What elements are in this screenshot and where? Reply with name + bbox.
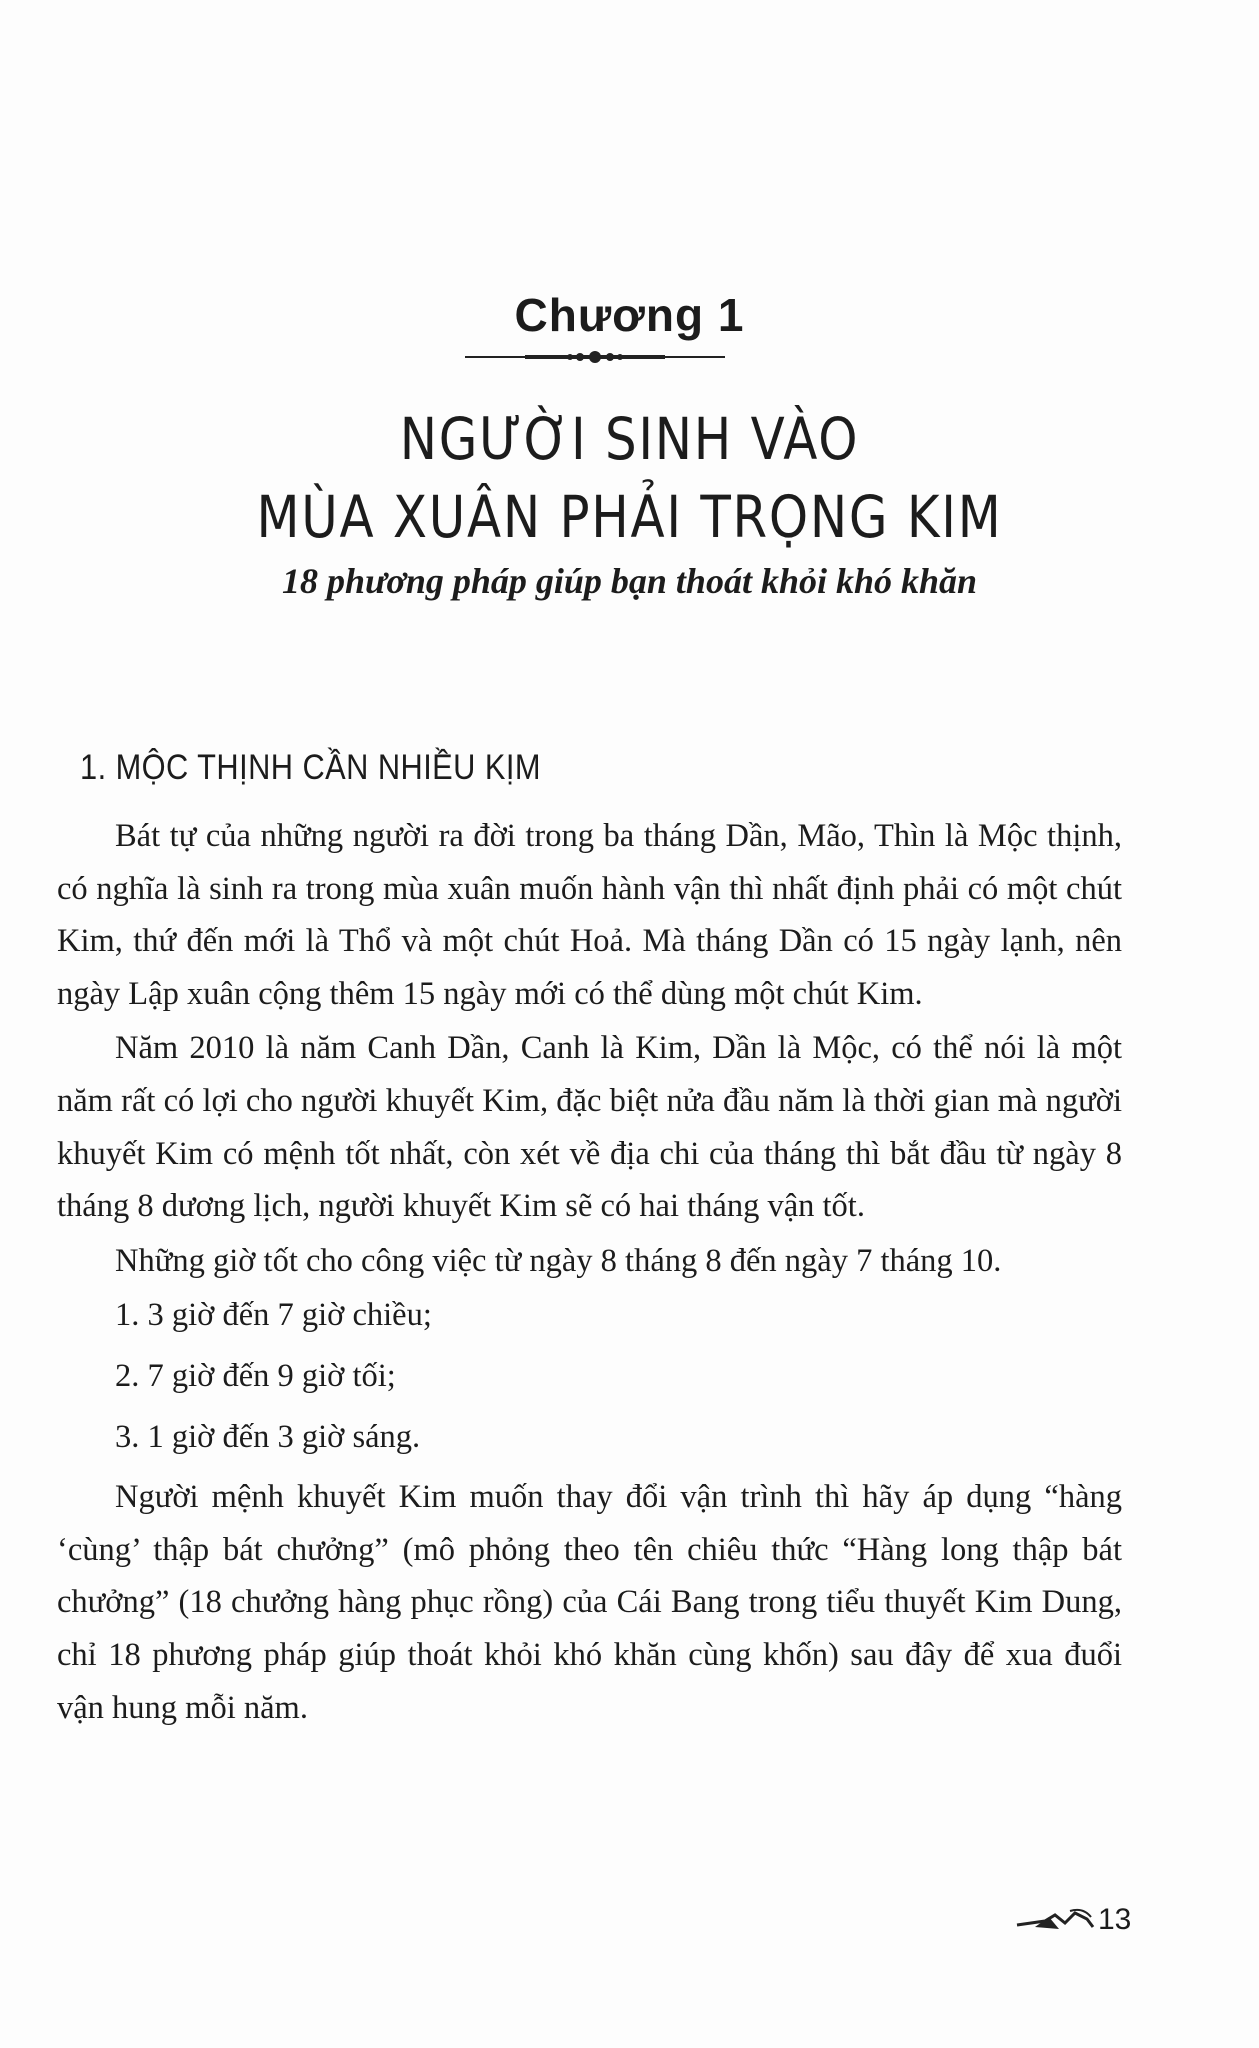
page-number-ornament: [1015, 1905, 1095, 1935]
body-text: [57, 810, 1122, 1736]
chapter-subtitle: 18 phương pháp giúp bạn thoát khỏi khó khăn: [281, 561, 978, 601]
section-heading: 1. MỘC THỊNH CẦN NHIỀU KỊM: [80, 748, 541, 787]
list-item: 3. 1 giờ đến 3 giờ sáng.: [115, 1418, 421, 1455]
paragraph-2: Năm 2010 là năm Canh Dần, Canh là Kim, Dần là Mộc, có thể nói là một năm rất có lợi cho người khuyết Kim, đặc biệt nửa đầu năm là thời gian mà người khuyết Kim có mệnh tốt nhất, còn xét về địa chi của tháng thì bắt đầu từ ngày 8 tháng 8 dương lịch, người khuyết Kim sẽ có hai tháng vận tốt.: [57, 1030, 1122, 1225]
paragraph-1: Bát tự của những người ra đời trong ba tháng Dần, Mão, Thìn là Mộc thịnh, có nghĩa là sinh ra trong mùa xuân muốn hành vận thì nhất định phải có một chút Kim, thứ đến mới là Thổ và một chút Hoả. Mà tháng Dần có 15 ngày lạnh, nên ngày Lập xuân cộng thêm 15 ngày mới có thể dùng một chút Kim.: [57, 818, 1122, 1012]
chapter-label: Chương 1: [514, 289, 745, 341]
chapter-divider-ornament: [465, 345, 725, 369]
page-number: 13: [1098, 1903, 1132, 1936]
list-item: 2. 7 giờ đến 9 giờ tối;: [115, 1357, 396, 1394]
paragraph-4: Người mệnh khuyết Kim muốn thay đổi vận trình thì hãy áp dụng “hàng ‘cùng’ thập bát chưởng” (mô phỏng theo tên chiêu thức “Hàng long thập bát chưởng” (18 chưởng hàng phục rồng) của Cái Bang trong tiểu thuyết Kim Dung, chỉ 18 phương pháp giúp thoát khỏi khó khăn cùng khốn) sau đây để xua đuổi vận hung mỗi năm.: [57, 1479, 1122, 1726]
list-item: 1. 3 giờ đến 7 giờ chiều;: [115, 1297, 432, 1334]
chapter-title-line-2: MÙA XUÂN PHẢI TRỌNG KIM: [256, 483, 1003, 551]
chapter-title-line-1: NGƯỜI SINH VÀO: [399, 405, 860, 473]
paragraph-3: Những giờ tốt cho công việc từ ngày 8 tháng 8 đến ngày 7 tháng 10.: [115, 1242, 1002, 1279]
